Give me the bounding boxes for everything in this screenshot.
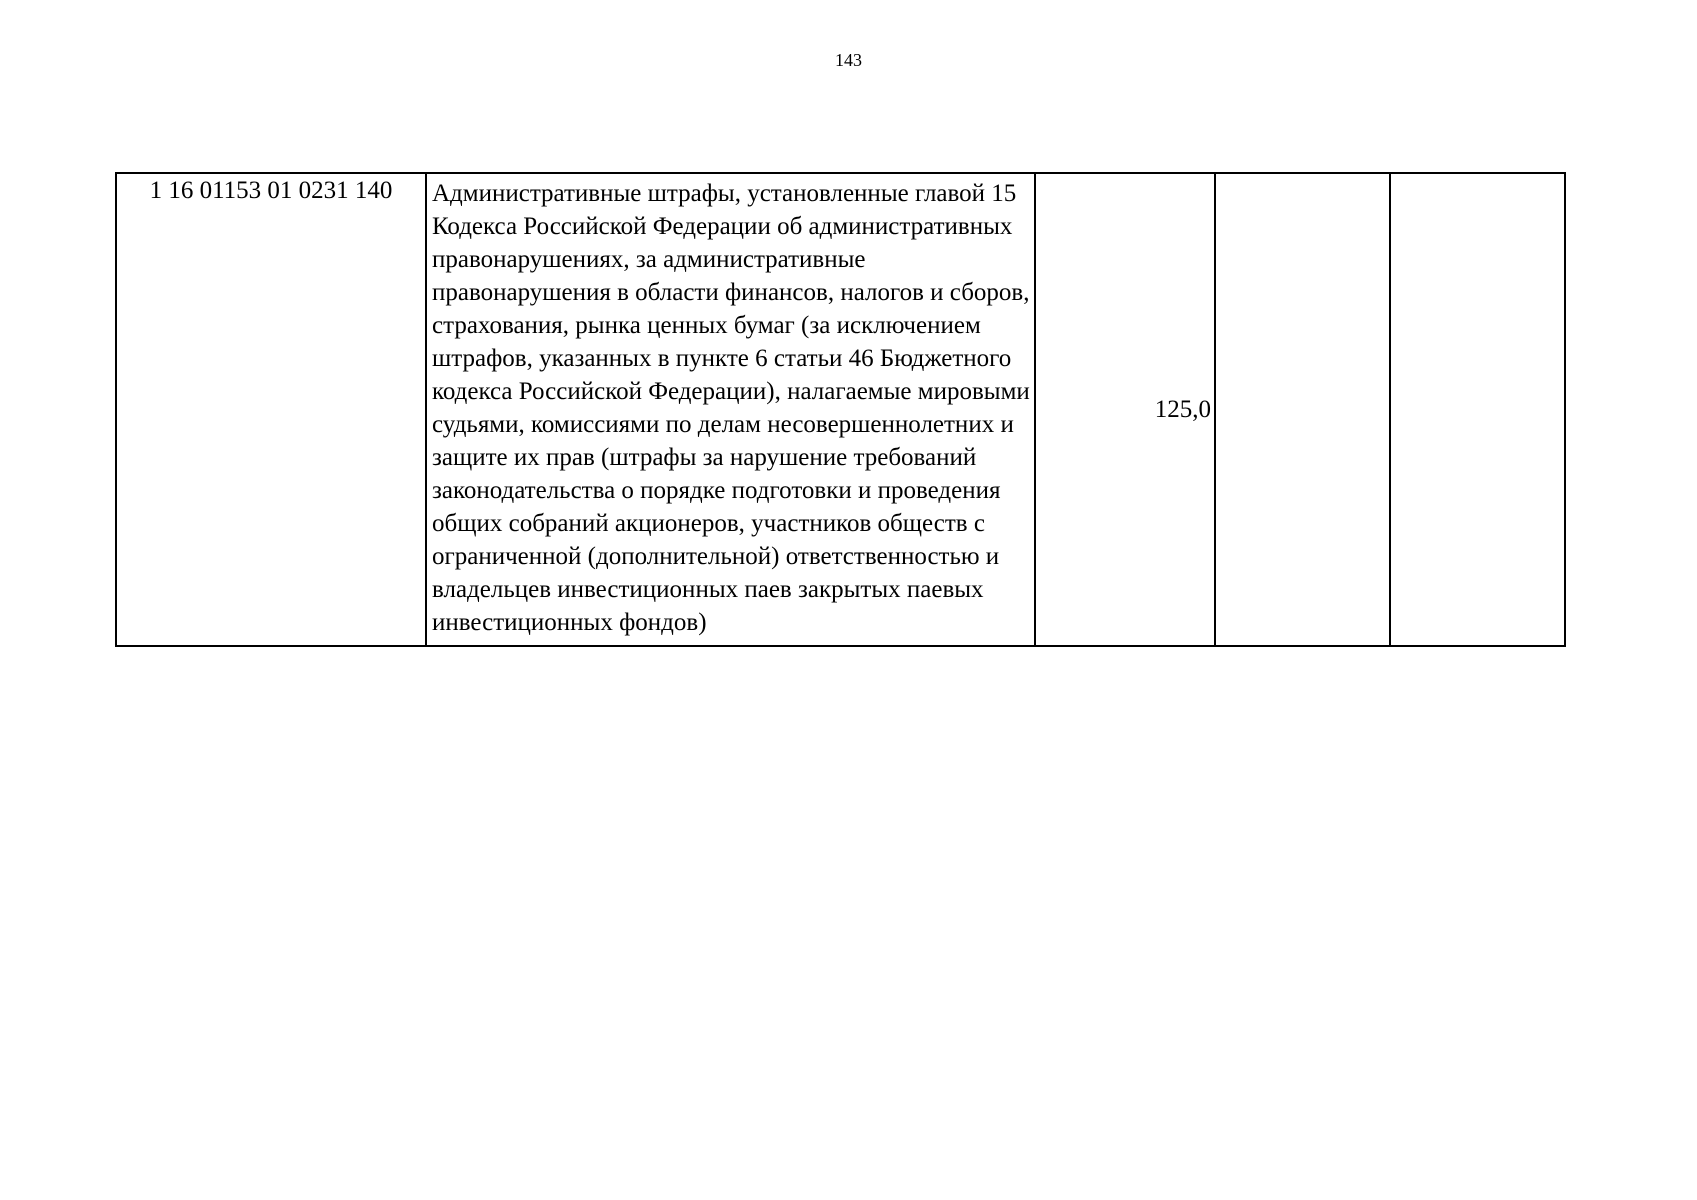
table-row (116, 173, 1565, 646)
amount-cell: 125,0 (1035, 173, 1215, 646)
empty-cell-4 (1215, 173, 1390, 646)
budget-table (115, 172, 1566, 647)
budget-code-cell: 1 16 01153 01 0231 140 (116, 173, 426, 646)
description-cell: Административные штрафы, установленные главой 15 Кодекса Российской Федерации об административных правонарушениях, за административные правонарушения в области финансов, налогов и сборов, страхования, рынка ценных бумаг (за исключением штрафов, указанных в пункте 6 статьи 46 Бюджетного кодекса Российской Федерации), налагаемые мировыми судьями, комиссиями по делам несовершеннолетних и защите их прав (штрафы за нарушение требований законодательства о порядке подготовки и проведения общих собраний акционеров, участников обществ с ограниченной (дополнительной) ответственностью и владельцев инвестиционных паев закрытых паевых инвестиционных фондов) (426, 173, 1035, 646)
empty-cell-5 (1390, 173, 1565, 646)
page-number: 143 (835, 50, 862, 70)
